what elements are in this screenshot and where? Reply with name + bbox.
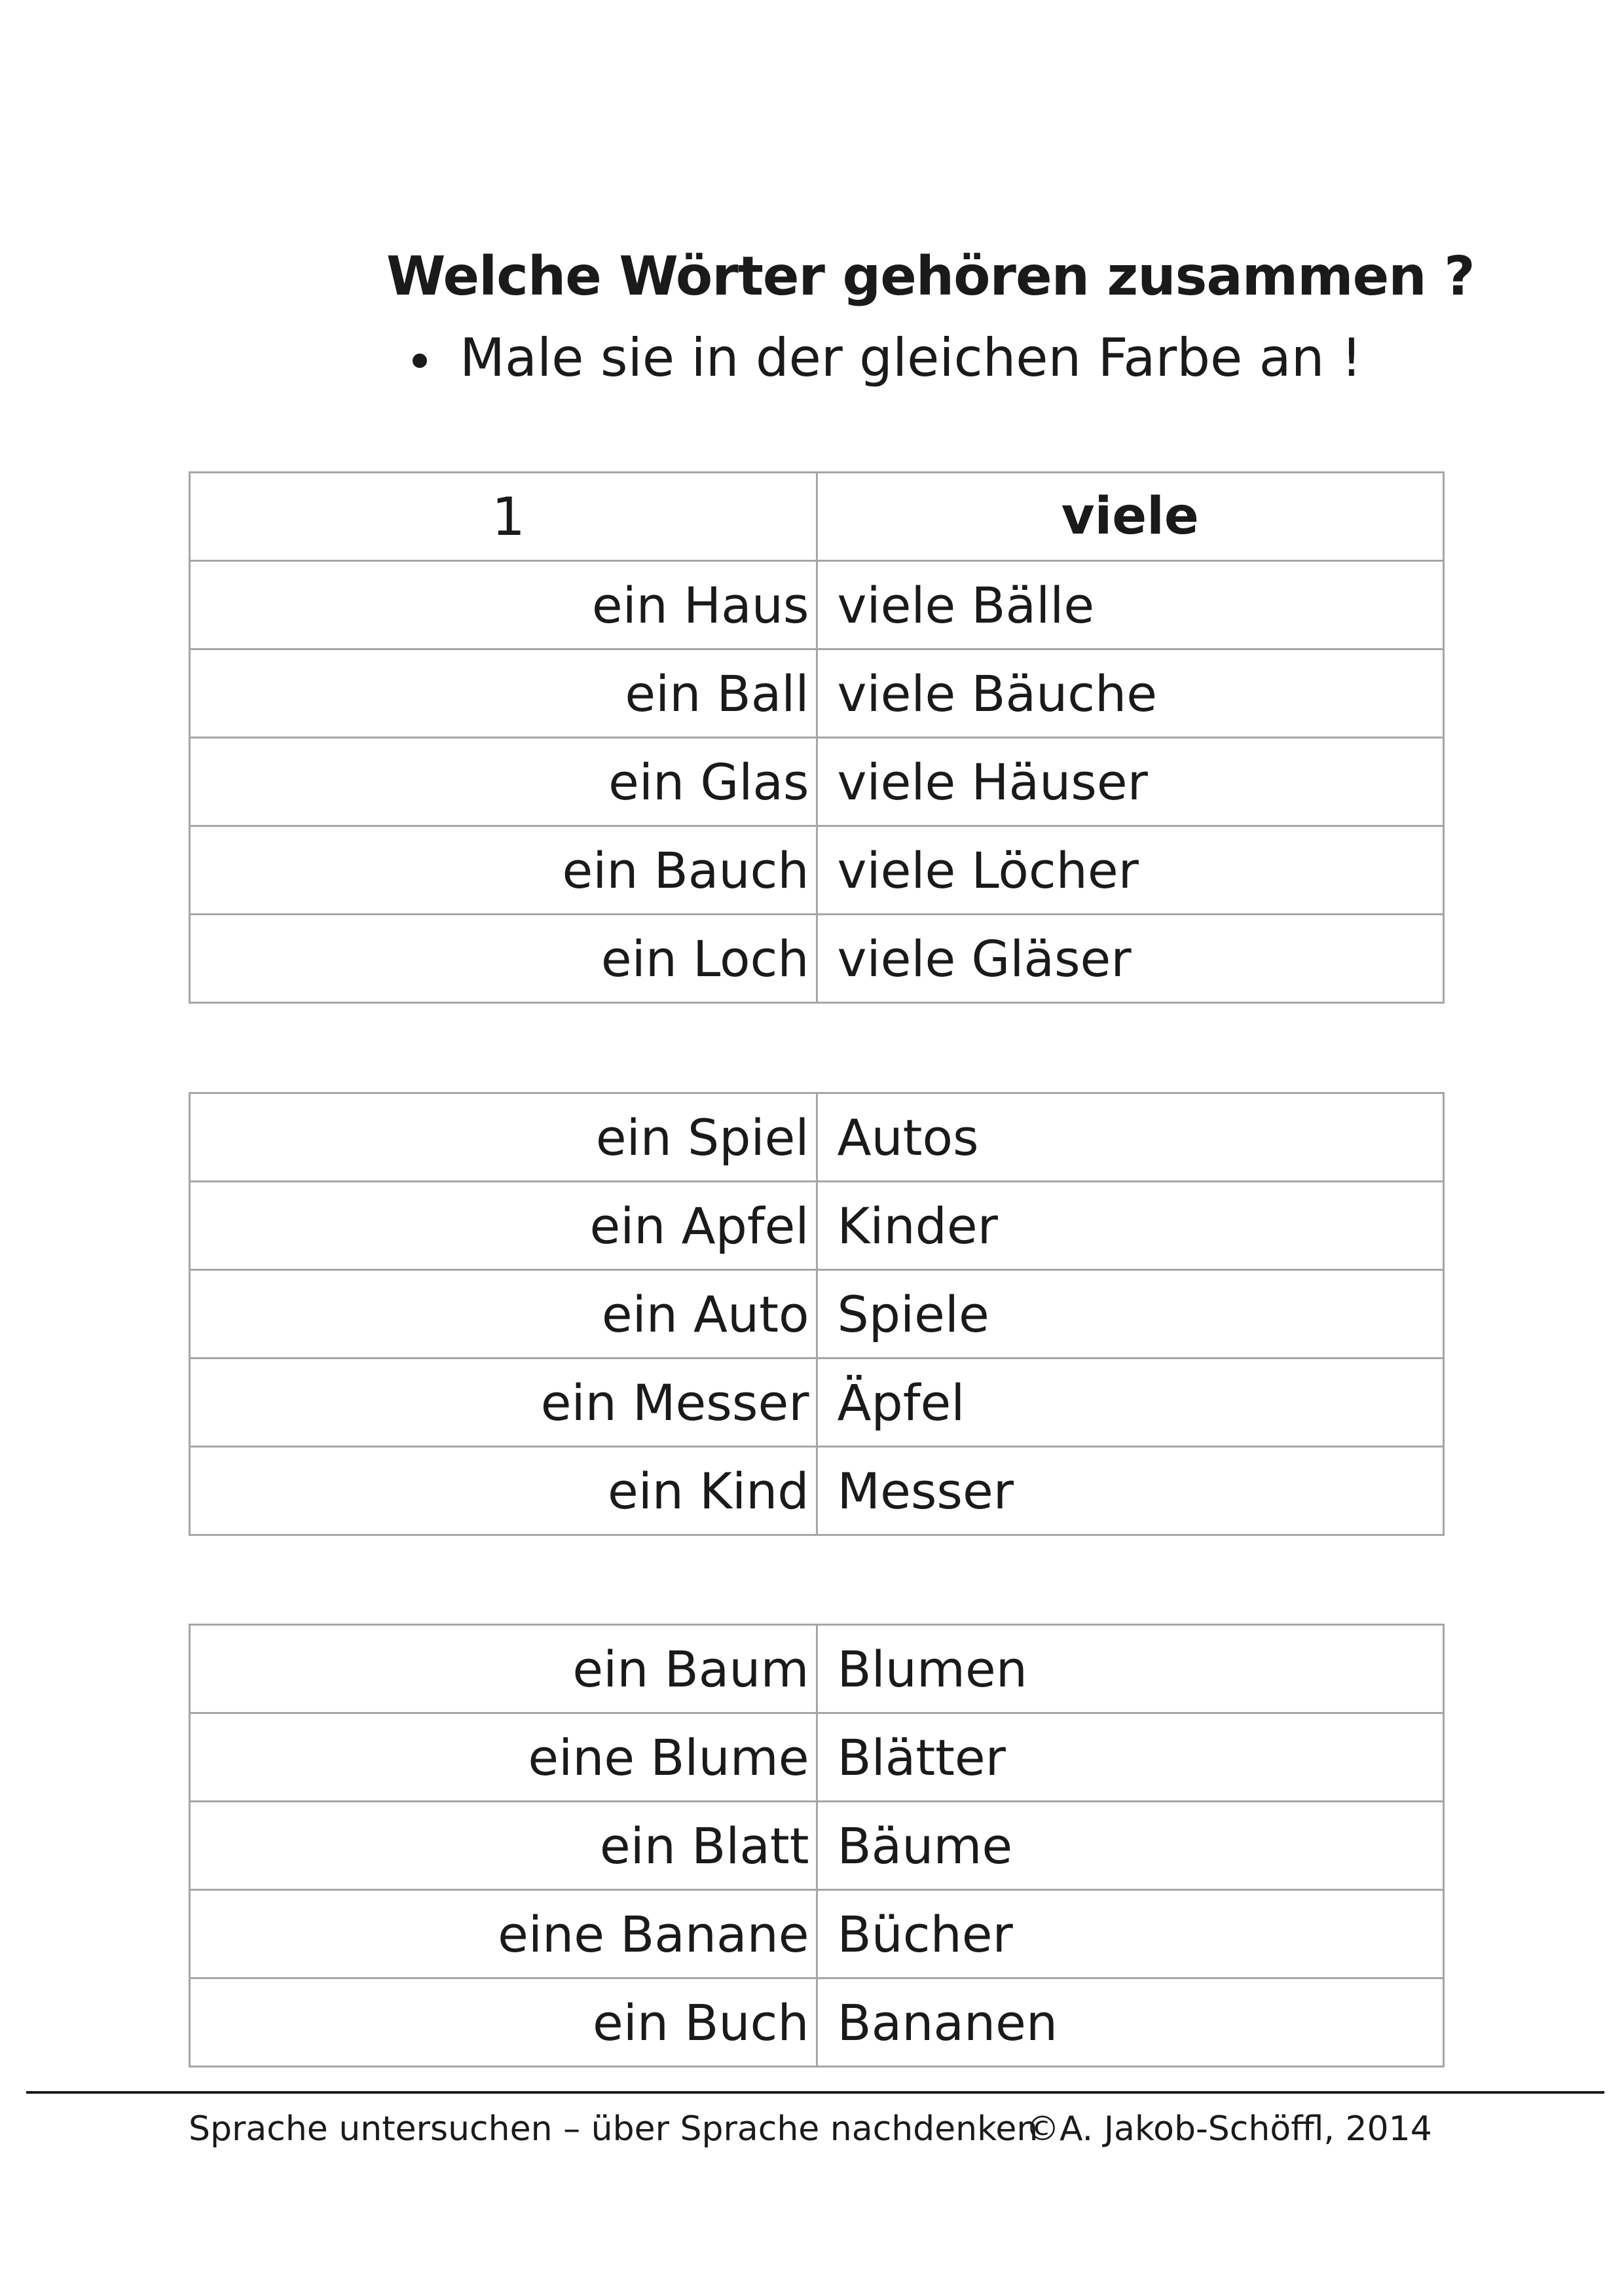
singular-cell[interactable]: ein Auto bbox=[190, 1270, 817, 1358]
word-table-1 bbox=[189, 471, 1445, 1004]
table-row bbox=[190, 1890, 1444, 1978]
plural-cell[interactable]: Bücher bbox=[817, 1890, 1444, 1978]
table-row bbox=[190, 738, 1444, 826]
header-plural: viele bbox=[817, 473, 1444, 561]
singular-cell[interactable]: eine Blume bbox=[190, 1713, 817, 1802]
plural-cell[interactable]: Bäume bbox=[817, 1802, 1444, 1890]
plural-cell[interactable]: Blätter bbox=[817, 1713, 1444, 1802]
singular-cell[interactable]: ein Blatt bbox=[190, 1802, 817, 1890]
header-singular: 1 bbox=[190, 473, 817, 561]
plural-cell[interactable]: viele Löcher bbox=[817, 826, 1444, 915]
table-row bbox=[190, 561, 1444, 649]
singular-cell[interactable]: ein Spiel bbox=[190, 1093, 817, 1182]
table-row bbox=[190, 826, 1444, 915]
plural-cell[interactable]: viele Gläser bbox=[817, 915, 1444, 1003]
word-table-2 bbox=[189, 1092, 1445, 1536]
footer-subject: Sprache untersuchen – über Sprache nachdenken bbox=[189, 2109, 1039, 2149]
plural-cell[interactable]: viele Häuser bbox=[817, 738, 1444, 826]
table-row bbox=[190, 1358, 1444, 1447]
plural-cell[interactable]: Blumen bbox=[817, 1625, 1444, 1713]
instruction-text: Male sie in der gleichen Farbe an ! bbox=[460, 327, 1362, 388]
bullet-icon bbox=[413, 354, 427, 368]
plural-cell[interactable]: Bananen bbox=[817, 1978, 1444, 2067]
singular-cell[interactable]: ein Buch bbox=[190, 1978, 817, 2067]
word-table-3 bbox=[189, 1624, 1445, 2068]
plural-cell[interactable]: Spiele bbox=[817, 1270, 1444, 1358]
singular-cell[interactable]: ein Haus bbox=[190, 561, 817, 649]
page-title: Welche Wörter gehören zusammen ? bbox=[386, 246, 1475, 308]
table-header-row bbox=[190, 473, 1444, 561]
instruction bbox=[413, 327, 1362, 388]
singular-cell[interactable]: ein Glas bbox=[190, 738, 817, 826]
table-row bbox=[190, 1802, 1444, 1890]
singular-cell[interactable]: ein Loch bbox=[190, 915, 817, 1003]
plural-cell[interactable]: Autos bbox=[817, 1093, 1444, 1182]
plural-cell[interactable]: Messer bbox=[817, 1447, 1444, 1535]
table-row bbox=[190, 649, 1444, 738]
table-row bbox=[190, 1625, 1444, 1713]
table-row bbox=[190, 1713, 1444, 1802]
singular-cell[interactable]: eine Banane bbox=[190, 1890, 817, 1978]
plural-cell[interactable]: Äpfel bbox=[817, 1358, 1444, 1447]
table-row bbox=[190, 1093, 1444, 1182]
footer-copyright: ©A. Jakob-Schöffl, 2014 bbox=[1025, 2109, 1432, 2149]
singular-cell[interactable]: ein Baum bbox=[190, 1625, 817, 1713]
plural-cell[interactable]: viele Bäuche bbox=[817, 649, 1444, 738]
footer-divider bbox=[26, 2091, 1604, 2094]
table-row bbox=[190, 915, 1444, 1003]
table-row bbox=[190, 1447, 1444, 1535]
table-row bbox=[190, 1182, 1444, 1270]
table-row bbox=[190, 1270, 1444, 1358]
singular-cell[interactable]: ein Bauch bbox=[190, 826, 817, 915]
singular-cell[interactable]: ein Ball bbox=[190, 649, 817, 738]
table-row bbox=[190, 1978, 1444, 2067]
singular-cell[interactable]: ein Kind bbox=[190, 1447, 817, 1535]
plural-cell[interactable]: Kinder bbox=[817, 1182, 1444, 1270]
plural-cell[interactable]: viele Bälle bbox=[817, 561, 1444, 649]
singular-cell[interactable]: ein Apfel bbox=[190, 1182, 817, 1270]
singular-cell[interactable]: ein Messer bbox=[190, 1358, 817, 1447]
